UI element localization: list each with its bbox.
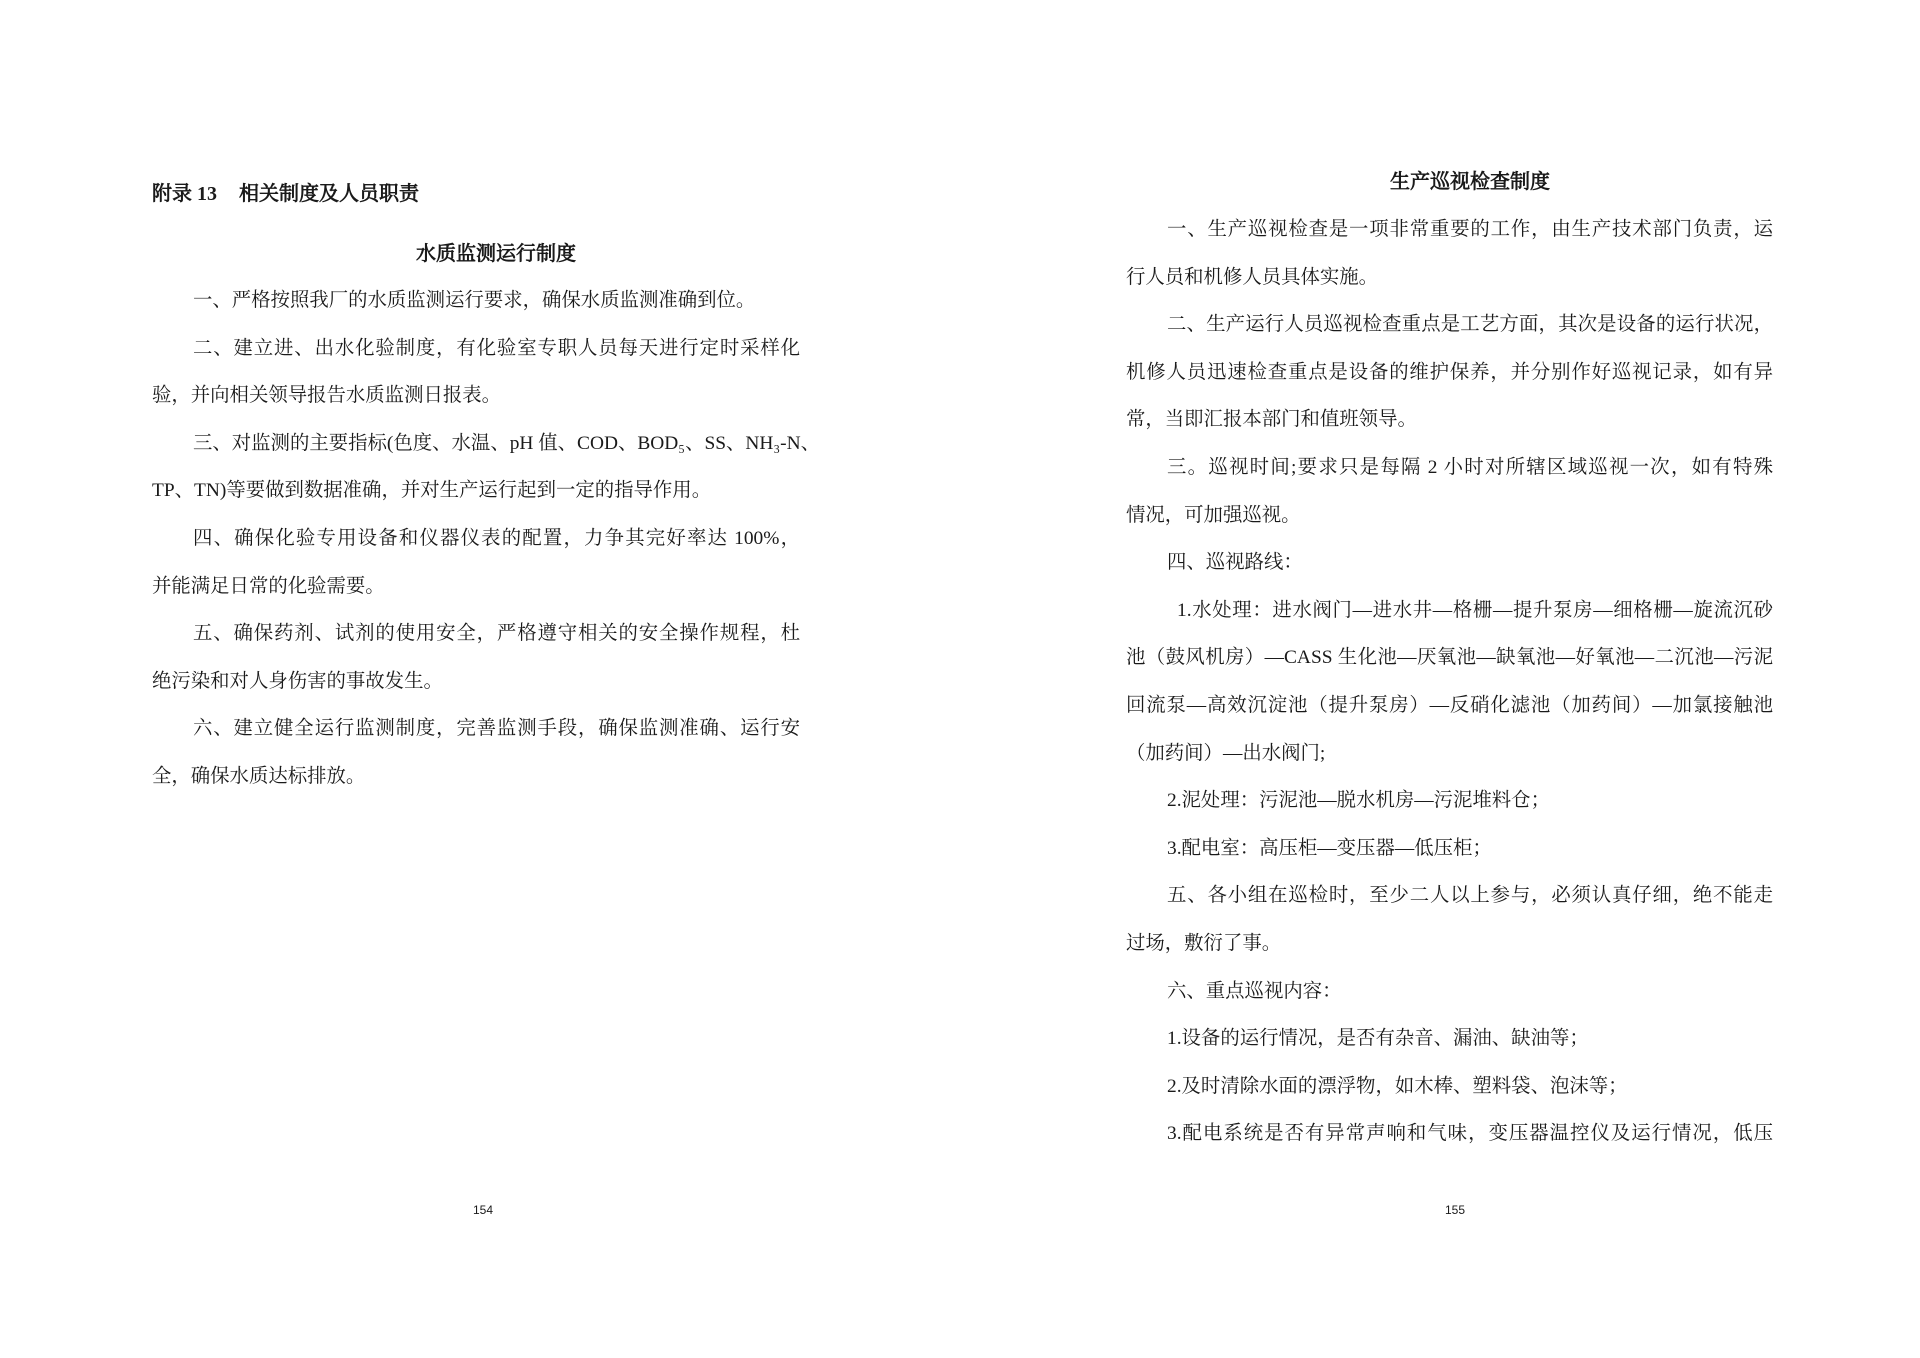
paragraph-line: TP、TN)等要做到数据准确，并对生产运行起到一定的指导作用。 [152,480,712,502]
right-page-body [1126,206,1773,1158]
paragraph [152,420,821,515]
paragraph-line: 池（鼓风机房）—CASS 生化池—厌氧池—缺氧池—好氧池—二沉池—污泥 [1126,647,1773,669]
paragraph-line: 五、确保药剂、试剂的使用安全，严格遵守相关的安全操作规程，杜 [193,623,800,645]
paragraph-line: （加药间）—出水阀门; [1126,742,1326,764]
paragraph-line: 情况，可加强巡视。 [1126,504,1301,526]
section-heading-inspection: 生产巡视检查制度 [1390,171,1550,193]
paragraph [1126,1110,1773,1158]
paragraph-line: 四、巡视路线： [1167,552,1303,574]
paragraph-line: 六、重点巡视内容： [1167,980,1342,1002]
paragraph-line: 并能满足日常的化验需要。 [152,575,385,597]
paragraph-line: 三、对监测的主要指标(色度、水温、pH 值、COD、BOD₅、SS、NH₃-N、 [193,432,821,454]
paragraph [1126,825,1773,873]
paragraph-line: 验，并向相关领导报告水质监测日报表。 [152,385,502,407]
paragraph-line: 2.及时清除水面的漂浮物，如木棒、塑料袋、泡沫等； [1167,1075,1628,1097]
paragraph [1126,1015,1773,1063]
paragraph-line: 一、生产巡视检查是一项非常重要的工作，由生产技术部门负责，运 [1167,219,1773,240]
appendix-title-text: 相关制度及人员职责 [239,183,419,205]
paragraph [1126,872,1773,967]
paragraph [1126,301,1773,444]
paragraph-line: 全，确保水质达标排放。 [152,765,366,787]
paragraph [1126,539,1773,587]
paragraph-line: 五、各小组在巡检时，至少二人以上参与，必须认真仔细，绝不能走 [1167,885,1773,907]
section-heading-water-quality: 水质监测运行制度 [416,243,576,265]
page-number: 155 [1444,1203,1466,1217]
paragraph [1126,777,1773,825]
paragraph-line: 1.设备的运行情况，是否有杂音、漏油、缺油等； [1167,1028,1589,1050]
paragraph-line: 机修人员迅速检查重点是设备的维护保养，并分别作好巡视记录，如有异 [1126,361,1773,383]
paragraph-line: 2.泥处理：污泥池—脱水机房—污泥堆料仓； [1167,790,1550,812]
paragraph-line: 回流泵—高效沉淀池（提升泵房）—反硝化滤池（加药间）—加氯接触池 [1126,694,1773,716]
paragraph-line: 三。巡视时间;要求只是每隔 2 小时对所辖区域巡视一次，如有特殊 [1167,456,1773,478]
paragraph-line: 绝污染和对人身伤害的事故发生。 [152,670,443,692]
paragraph-line: 1.水处理：进水阀门—进水井—格栅—提升泵房—细格栅—旋流沉砂 [1177,599,1773,621]
paragraph-line: 四、确保化验专用设备和仪器仪表的配置，力争其完好率达 100%， [193,527,800,549]
paragraph-line: 二、建立进、出水化验制度，有化验室专职人员每天进行定时采样化 [193,337,800,359]
paragraph [152,705,800,800]
paragraph [152,515,800,610]
paragraph-line: 六、建立健全运行监测制度，完善监测手段，确保监测准确、运行安 [193,718,800,740]
paragraph-line: 3.配电系统是否有异常声响和气味，变压器温控仪及运行情况，低压 [1167,1123,1773,1145]
paragraph [152,277,800,325]
paragraph [1126,1063,1773,1111]
paragraph-line: 过场，敷衍了事。 [1126,932,1282,954]
left-page-body [152,277,821,801]
paragraph-line: 一、严格按照我厂的水质监测运行要求，确保水质监测准确到位。 [193,290,756,311]
paragraph [1126,206,1773,301]
paragraph [1126,587,1773,777]
paragraph [152,610,800,705]
appendix-label: 附录 13 [152,183,217,205]
page-number: 154 [472,1203,494,1217]
paragraph-line: 3.配电室：高压柜—变压器—低压柜； [1167,837,1492,859]
paragraph [1126,968,1773,1016]
paragraph-line: 二、生产运行人员巡视检查重点是工艺方面，其次是设备的运行状况， [1167,314,1773,336]
paragraph-line: 常，当即汇报本部门和值班领导。 [1126,409,1417,431]
paragraph [1126,444,1773,539]
paragraph [152,325,800,420]
paragraph-line: 行人员和机修人员具体实施。 [1126,266,1379,288]
appendix-title [152,180,419,208]
